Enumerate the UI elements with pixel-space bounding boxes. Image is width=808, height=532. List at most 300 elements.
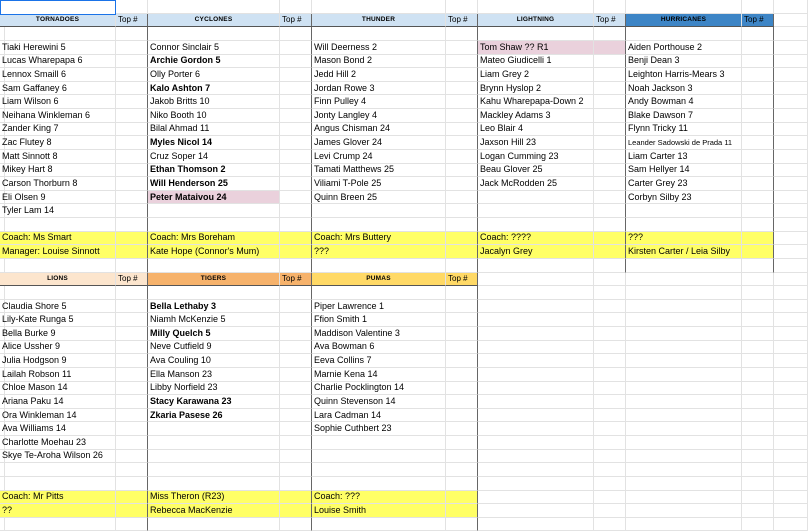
cell[interactable] (774, 109, 808, 123)
player-cell[interactable]: Alice Ussher 9 (0, 341, 116, 355)
top-number-header[interactable]: Top # (594, 14, 626, 28)
player-cell[interactable]: Piper Lawrence 1 (312, 300, 446, 314)
cell[interactable] (774, 518, 808, 532)
player-cell[interactable]: Corbyn Silby 23 (626, 191, 742, 205)
cell[interactable] (774, 41, 808, 55)
player-cell[interactable]: Niko Booth 10 (148, 109, 280, 123)
team-header[interactable]: LIONS (0, 273, 116, 287)
cell[interactable] (742, 41, 774, 55)
cell[interactable] (742, 82, 774, 96)
cell[interactable] (312, 27, 446, 41)
player-cell[interactable]: Benji Dean 3 (626, 55, 742, 69)
cell[interactable] (116, 109, 148, 123)
cell[interactable] (774, 368, 808, 382)
cell[interactable] (116, 204, 148, 218)
cell[interactable] (626, 422, 742, 436)
player-cell[interactable]: Noah Jackson 3 (626, 82, 742, 96)
team-header[interactable]: LIGHTNING (478, 14, 594, 28)
cell[interactable] (594, 368, 626, 382)
top-number-header[interactable]: Top # (446, 273, 478, 287)
player-cell[interactable]: Connor Sinclair 5 (148, 41, 280, 55)
cell[interactable] (594, 68, 626, 82)
cell[interactable] (594, 477, 626, 491)
cell[interactable] (116, 191, 148, 205)
cell[interactable] (116, 409, 148, 423)
cell[interactable] (594, 136, 626, 150)
cell[interactable] (742, 491, 774, 505)
cell[interactable] (742, 68, 774, 82)
cell[interactable] (774, 95, 808, 109)
player-cell[interactable]: Zkaria Pasese 26 (148, 409, 280, 423)
player-cell[interactable]: Kalo Ashton 7 (148, 82, 280, 96)
team-header[interactable]: TORNADOES (0, 14, 116, 28)
cell[interactable] (280, 382, 312, 396)
manager-cell[interactable]: Rebecca MacKenzie (148, 504, 280, 518)
cell[interactable] (742, 218, 774, 232)
cell[interactable] (446, 382, 478, 396)
player-cell[interactable]: Mackley Adams 3 (478, 109, 594, 123)
cell[interactable] (594, 245, 626, 259)
cell[interactable] (626, 491, 742, 505)
cell[interactable] (280, 68, 312, 82)
cell[interactable] (280, 409, 312, 423)
cell[interactable] (116, 41, 148, 55)
cell[interactable] (312, 286, 446, 300)
player-cell[interactable]: Julia Hodgson 9 (0, 354, 116, 368)
cell[interactable] (594, 518, 626, 532)
cell[interactable] (594, 177, 626, 191)
cell[interactable] (280, 354, 312, 368)
player-cell[interactable]: Jaxson Hill 23 (478, 136, 594, 150)
player-cell[interactable]: Neihana Winkleman 6 (0, 109, 116, 123)
player-cell[interactable]: Skye Te-Aroha Wilson 26 (0, 450, 116, 464)
player-cell[interactable]: Tyler Lam 14 (0, 204, 116, 218)
cell[interactable] (626, 259, 742, 273)
cell[interactable] (478, 259, 594, 273)
cell[interactable] (280, 477, 312, 491)
cell[interactable] (280, 300, 312, 314)
cell[interactable] (280, 450, 312, 464)
cell[interactable] (626, 313, 742, 327)
cell[interactable] (594, 504, 626, 518)
player-cell[interactable]: Myles Nicol 14 (148, 136, 280, 150)
cell[interactable] (148, 204, 280, 218)
player-cell[interactable]: Brynn Hyslop 2 (478, 82, 594, 96)
cell[interactable] (446, 109, 478, 123)
cell[interactable] (742, 300, 774, 314)
cell[interactable] (742, 0, 774, 14)
player-cell[interactable]: Levi Crump 24 (312, 150, 446, 164)
cell[interactable] (742, 150, 774, 164)
cell[interactable] (478, 354, 594, 368)
cell[interactable] (446, 504, 478, 518)
team-header[interactable]: CYCLONES (148, 14, 280, 28)
cell[interactable] (148, 463, 280, 477)
cell[interactable] (742, 109, 774, 123)
cell[interactable] (116, 300, 148, 314)
cell[interactable] (116, 477, 148, 491)
cell[interactable] (280, 204, 312, 218)
cell[interactable] (280, 341, 312, 355)
cell[interactable] (280, 232, 312, 246)
cell[interactable] (446, 27, 478, 41)
cell[interactable] (626, 354, 742, 368)
player-cell[interactable]: Tom Shaw ?? R1 (478, 41, 594, 55)
cell[interactable] (116, 463, 148, 477)
cell[interactable] (594, 409, 626, 423)
cell[interactable] (446, 0, 478, 14)
cell[interactable] (280, 95, 312, 109)
cell[interactable] (774, 150, 808, 164)
cell[interactable] (478, 395, 594, 409)
cell[interactable] (312, 463, 446, 477)
team-header[interactable]: TIGERS (148, 273, 280, 287)
cell[interactable] (0, 518, 116, 532)
cell[interactable] (446, 463, 478, 477)
cell[interactable] (116, 150, 148, 164)
cell[interactable] (148, 218, 280, 232)
player-cell[interactable]: Quinn Stevenson 14 (312, 395, 446, 409)
player-cell[interactable]: Eeva Collins 7 (312, 354, 446, 368)
cell[interactable] (478, 491, 594, 505)
cell[interactable] (594, 95, 626, 109)
cell[interactable] (116, 82, 148, 96)
cell[interactable] (116, 95, 148, 109)
cell[interactable] (280, 422, 312, 436)
player-cell[interactable]: Mateo Giudicelli 1 (478, 55, 594, 69)
cell[interactable] (312, 518, 446, 532)
cell[interactable] (0, 27, 116, 41)
cell[interactable] (312, 218, 446, 232)
cell[interactable] (446, 95, 478, 109)
cell[interactable] (446, 491, 478, 505)
cell[interactable] (116, 232, 148, 246)
cell[interactable] (774, 409, 808, 423)
cell[interactable] (0, 477, 116, 491)
cell[interactable] (478, 450, 594, 464)
cell[interactable] (116, 123, 148, 137)
manager-cell[interactable]: Kate Hope (Connor's Mum) (148, 245, 280, 259)
coach-cell[interactable]: Coach: Ms Smart (0, 232, 116, 246)
player-cell[interactable]: Claudia Shore 5 (0, 300, 116, 314)
cell[interactable] (626, 0, 742, 14)
cell[interactable] (116, 327, 148, 341)
top-number-header[interactable]: Top # (280, 273, 312, 287)
cell[interactable] (478, 518, 594, 532)
cell[interactable] (594, 463, 626, 477)
cell[interactable] (742, 368, 774, 382)
cell[interactable] (446, 395, 478, 409)
cell[interactable] (774, 245, 808, 259)
cell[interactable] (594, 436, 626, 450)
cell[interactable] (148, 450, 280, 464)
cell[interactable] (774, 0, 808, 14)
team-header[interactable]: THUNDER (312, 14, 446, 28)
cell[interactable] (446, 286, 478, 300)
player-cell[interactable]: Blake Dawson 7 (626, 109, 742, 123)
cell[interactable] (626, 218, 742, 232)
cell[interactable] (742, 354, 774, 368)
cell[interactable] (280, 177, 312, 191)
player-cell[interactable]: Charlotte Moehau 23 (0, 436, 116, 450)
cell[interactable] (478, 422, 594, 436)
cell[interactable] (742, 450, 774, 464)
player-cell[interactable]: Bella Burke 9 (0, 327, 116, 341)
cell[interactable] (594, 422, 626, 436)
cell[interactable] (116, 27, 148, 41)
coach-cell[interactable]: Miss Theron (R23) (148, 491, 280, 505)
cell[interactable] (594, 327, 626, 341)
cell[interactable] (594, 259, 626, 273)
player-cell[interactable]: Maddison Valentine 3 (312, 327, 446, 341)
cell[interactable] (116, 422, 148, 436)
cell[interactable] (116, 518, 148, 532)
player-cell[interactable]: Jonty Langley 4 (312, 109, 446, 123)
player-cell[interactable]: Will Henderson 25 (148, 177, 280, 191)
coach-cell[interactable]: Coach: Mrs Buttery (312, 232, 446, 246)
player-cell[interactable]: Viliami T-Pole 25 (312, 177, 446, 191)
cell[interactable] (594, 164, 626, 178)
player-cell[interactable]: Matt Sinnott 8 (0, 150, 116, 164)
player-cell[interactable]: Jedd Hill 2 (312, 68, 446, 82)
cell[interactable] (626, 518, 742, 532)
manager-cell[interactable]: Jacalyn Grey (478, 245, 594, 259)
cell[interactable] (626, 382, 742, 396)
coach-cell[interactable]: Coach: Mrs Boreham (148, 232, 280, 246)
player-cell[interactable]: Andy Bowman 4 (626, 95, 742, 109)
cell[interactable] (774, 164, 808, 178)
cell[interactable] (742, 286, 774, 300)
cell[interactable] (280, 109, 312, 123)
cell[interactable] (594, 382, 626, 396)
cell[interactable] (446, 409, 478, 423)
cell[interactable] (280, 150, 312, 164)
cell[interactable] (774, 218, 808, 232)
cell[interactable] (478, 382, 594, 396)
cell[interactable] (594, 341, 626, 355)
cell[interactable] (742, 232, 774, 246)
cell[interactable] (280, 368, 312, 382)
cell[interactable] (446, 204, 478, 218)
cell[interactable] (478, 204, 594, 218)
cell[interactable] (116, 259, 148, 273)
cell[interactable] (312, 477, 446, 491)
cell[interactable] (116, 368, 148, 382)
player-cell[interactable]: Ariana Paku 14 (0, 395, 116, 409)
player-cell[interactable]: Sam Hellyer 14 (626, 164, 742, 178)
cell[interactable] (280, 504, 312, 518)
player-cell[interactable]: Bilal Ahmad 11 (148, 123, 280, 137)
cell[interactable] (446, 55, 478, 69)
cell[interactable] (116, 450, 148, 464)
cell[interactable] (774, 313, 808, 327)
cell[interactable] (280, 463, 312, 477)
player-cell[interactable]: Sophie Cuthbert 23 (312, 422, 446, 436)
cell[interactable] (312, 0, 446, 14)
cell[interactable] (312, 436, 446, 450)
top-number-header[interactable]: Top # (446, 14, 478, 28)
player-cell[interactable]: Liam Wilson 6 (0, 95, 116, 109)
cell[interactable] (626, 327, 742, 341)
player-cell[interactable]: Mikey Hart 8 (0, 164, 116, 178)
cell[interactable] (774, 259, 808, 273)
cell[interactable] (280, 518, 312, 532)
cell[interactable] (626, 204, 742, 218)
cell[interactable] (280, 123, 312, 137)
cell[interactable] (446, 259, 478, 273)
cell[interactable] (446, 177, 478, 191)
player-cell[interactable]: Niamh McKenzie 5 (148, 313, 280, 327)
cell[interactable] (116, 0, 148, 14)
cell[interactable] (280, 82, 312, 96)
cell[interactable] (626, 409, 742, 423)
cell[interactable] (742, 313, 774, 327)
player-cell[interactable]: Chloe Mason 14 (0, 382, 116, 396)
cell[interactable] (148, 518, 280, 532)
player-cell[interactable]: Ethan Thomson 2 (148, 164, 280, 178)
manager-cell[interactable]: Manager: Louise Sinnott (0, 245, 116, 259)
player-cell[interactable]: Zander King 7 (0, 123, 116, 137)
cell[interactable] (742, 422, 774, 436)
cell[interactable] (312, 259, 446, 273)
cell[interactable] (594, 27, 626, 41)
cell[interactable] (594, 313, 626, 327)
top-number-header[interactable]: Top # (280, 14, 312, 28)
selected-title-cell[interactable] (0, 0, 116, 15)
cell[interactable] (594, 491, 626, 505)
cell[interactable] (742, 245, 774, 259)
cell[interactable] (478, 504, 594, 518)
cell[interactable] (116, 286, 148, 300)
cell[interactable] (774, 204, 808, 218)
cell[interactable] (774, 395, 808, 409)
player-cell[interactable]: Beau Glover 25 (478, 164, 594, 178)
cell[interactable] (626, 286, 742, 300)
top-number-header[interactable]: Top # (742, 14, 774, 28)
player-cell[interactable]: Liam Grey 2 (478, 68, 594, 82)
cell[interactable] (116, 436, 148, 450)
cell[interactable] (742, 191, 774, 205)
cell[interactable] (116, 245, 148, 259)
cell[interactable] (594, 273, 626, 287)
player-cell[interactable]: Leander Sadowski de Prada 11 (626, 136, 742, 150)
player-cell[interactable]: Carson Thorburn 8 (0, 177, 116, 191)
coach-cell[interactable]: ??? (626, 232, 742, 246)
cell[interactable] (116, 136, 148, 150)
cell[interactable] (774, 232, 808, 246)
cell[interactable] (742, 504, 774, 518)
cell[interactable] (446, 341, 478, 355)
cell[interactable] (280, 191, 312, 205)
cell[interactable] (594, 354, 626, 368)
cell[interactable] (446, 313, 478, 327)
cell[interactable] (116, 313, 148, 327)
cell[interactable] (446, 518, 478, 532)
cell[interactable] (280, 27, 312, 41)
cell[interactable] (280, 164, 312, 178)
cell[interactable] (594, 150, 626, 164)
manager-cell[interactable]: Kirsten Carter / Leia Silby (626, 245, 742, 259)
cell[interactable] (742, 395, 774, 409)
cell[interactable] (774, 341, 808, 355)
cell[interactable] (626, 368, 742, 382)
cell[interactable] (280, 395, 312, 409)
coach-cell[interactable]: Coach: ???? (478, 232, 594, 246)
cell[interactable] (446, 327, 478, 341)
player-cell[interactable]: Jack McRodden 25 (478, 177, 594, 191)
cell[interactable] (742, 327, 774, 341)
cell[interactable] (594, 395, 626, 409)
cell[interactable] (446, 68, 478, 82)
cell[interactable] (478, 300, 594, 314)
cell[interactable] (774, 504, 808, 518)
cell[interactable] (116, 341, 148, 355)
player-cell[interactable]: Aiden Porthouse 2 (626, 41, 742, 55)
cell[interactable] (774, 68, 808, 82)
cell[interactable] (478, 313, 594, 327)
cell[interactable] (446, 232, 478, 246)
cell[interactable] (742, 518, 774, 532)
player-cell[interactable]: Leighton Harris-Mears 3 (626, 68, 742, 82)
cell[interactable] (742, 95, 774, 109)
player-cell[interactable]: Will Deerness 2 (312, 41, 446, 55)
cell[interactable] (478, 368, 594, 382)
cell[interactable] (774, 382, 808, 396)
cell[interactable] (594, 82, 626, 96)
player-cell[interactable]: Liam Carter 13 (626, 150, 742, 164)
cell[interactable] (774, 436, 808, 450)
player-cell[interactable]: Lucas Wharepapa 6 (0, 55, 116, 69)
cell[interactable] (446, 191, 478, 205)
player-cell[interactable]: Jordan Rowe 3 (312, 82, 446, 96)
cell[interactable] (280, 245, 312, 259)
player-cell[interactable]: Ava Couling 10 (148, 354, 280, 368)
player-cell[interactable]: Lennox Smaill 6 (0, 68, 116, 82)
cell[interactable] (626, 450, 742, 464)
cell[interactable] (774, 27, 808, 41)
cell[interactable] (742, 259, 774, 273)
cell[interactable] (742, 123, 774, 137)
top-number-header[interactable]: Top # (116, 14, 148, 28)
cell[interactable] (116, 68, 148, 82)
cell[interactable] (742, 204, 774, 218)
cell[interactable] (742, 409, 774, 423)
cell[interactable] (148, 259, 280, 273)
cell[interactable] (774, 177, 808, 191)
player-cell[interactable]: Jakob Britts 10 (148, 95, 280, 109)
cell[interactable] (742, 382, 774, 396)
cell[interactable] (478, 273, 594, 287)
player-cell[interactable]: Libby Norfield 23 (148, 382, 280, 396)
cell[interactable] (446, 150, 478, 164)
cell[interactable] (626, 27, 742, 41)
cell[interactable] (594, 109, 626, 123)
cell[interactable] (116, 354, 148, 368)
cell[interactable] (446, 123, 478, 137)
player-cell[interactable]: Charlie Pocklington 14 (312, 382, 446, 396)
cell[interactable] (626, 273, 742, 287)
cell[interactable] (148, 477, 280, 491)
cell[interactable] (478, 0, 594, 14)
cell[interactable] (446, 300, 478, 314)
cell[interactable] (626, 395, 742, 409)
cell[interactable] (594, 123, 626, 137)
cell[interactable] (594, 286, 626, 300)
cell[interactable] (446, 368, 478, 382)
cell[interactable] (116, 55, 148, 69)
player-cell[interactable]: Logan Cumming 23 (478, 150, 594, 164)
cell[interactable] (626, 300, 742, 314)
